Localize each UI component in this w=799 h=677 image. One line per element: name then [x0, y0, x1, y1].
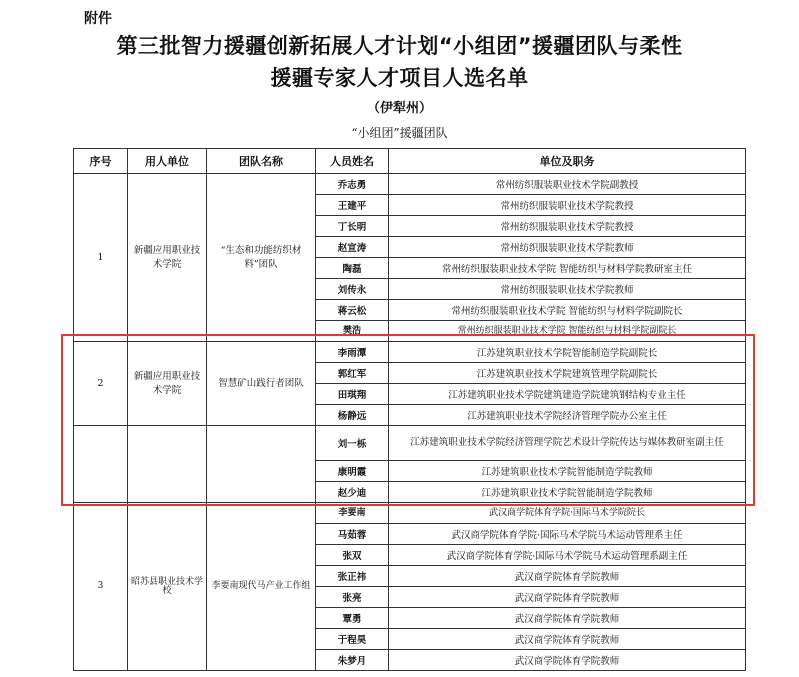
- region-label: （伊犁州）: [366, 101, 432, 116]
- member-name-cell: 张亮: [316, 587, 389, 608]
- column-header-position: 单位及职务: [389, 149, 746, 174]
- member-position-cell: 江苏建筑职业技术学院建筑管理学院副院长: [389, 363, 746, 384]
- talent-roster-table: [73, 148, 746, 671]
- employer-cell: 新疆应用职业技术学院: [128, 342, 207, 426]
- empty-number-cell: [74, 426, 128, 503]
- member-position-cell: 常州纺织服装职业技术学院教师: [389, 279, 746, 300]
- column-header-team: 团队名称: [207, 149, 316, 174]
- table-row: [74, 342, 746, 363]
- member-position-cell: 武汉商学院体育学院教师: [389, 566, 746, 587]
- employer-cell: 新疆应用职业技术学院: [128, 174, 207, 342]
- member-name-cell: 刘一栎: [316, 426, 389, 461]
- column-header-name: 人员姓名: [316, 149, 389, 174]
- group-number-cell: 3: [74, 503, 128, 671]
- empty-team-cell: [207, 426, 316, 503]
- column-header-employer: 用人单位: [128, 149, 207, 174]
- member-name-cell: 张双: [316, 545, 389, 566]
- member-name-cell: 李要南: [316, 503, 389, 524]
- table-subheading: “小组团”援疆团队: [351, 126, 448, 140]
- group-number-cell: 2: [74, 342, 128, 426]
- member-name-cell: 陶磊: [316, 258, 389, 279]
- member-position-cell: 常州纺织服装职业技术学院教师: [389, 237, 746, 258]
- member-name-cell: 于程昊: [316, 629, 389, 650]
- empty-employer-cell: [128, 426, 207, 503]
- attachment-label: 附件: [84, 11, 112, 27]
- document-title-line2: 援疆专家人才项目人选名单: [270, 66, 529, 90]
- member-name-cell: 郭红军: [316, 363, 389, 384]
- team-name-cell: 李要南现代马产业工作组: [207, 503, 316, 671]
- member-name-cell: 田琪翔: [316, 384, 389, 405]
- member-position-cell: 常州纺织服装职业技术学院教授: [389, 216, 746, 237]
- member-name-cell: 乔志勇: [316, 174, 389, 195]
- member-position-cell: 武汉商学院体育学院教师: [389, 587, 746, 608]
- team-name-cell: “生态和功能纺织材料”团队: [207, 174, 316, 342]
- member-position-cell: 江苏建筑职业技术学院经济管理学院办公室主任: [389, 405, 746, 426]
- member-position-cell: 武汉商学院体育学院教师: [389, 629, 746, 650]
- member-name-cell: 杨静远: [316, 405, 389, 426]
- member-position-cell: 武汉商学院体育学院教师: [389, 650, 746, 671]
- member-name-cell: 李雨潭: [316, 342, 389, 363]
- table-row: [74, 426, 746, 461]
- member-position-cell: 常州纺织服装职业技术学院 智能纺织与材料学院副院长: [389, 321, 746, 342]
- member-position-cell: 江苏建筑职业技术学院建筑建造学院建筑钢结构专业主任: [389, 384, 746, 405]
- column-header-no: 序号: [74, 149, 128, 174]
- member-position-cell: 武汉商学院体育学院·国际马术学院马术运动管理系主任: [389, 524, 746, 545]
- member-name-cell: 樊浩: [316, 321, 389, 342]
- member-name-cell: 赵宣涛: [316, 237, 389, 258]
- member-name-cell: 朱梦月: [316, 650, 389, 671]
- group-number-cell: 1: [74, 174, 128, 342]
- member-name-cell: 王建平: [316, 195, 389, 216]
- member-position-cell: 江苏建筑职业技术学院智能制造学院教师: [389, 482, 746, 503]
- member-name-cell: 马茹蓉: [316, 524, 389, 545]
- member-position-cell: 武汉商学院体育学院·国际马术学院院长: [389, 503, 746, 524]
- table-row: [74, 174, 746, 195]
- member-position-cell: 常州纺织服装职业技术学院 智能纺织与材料学院副院长: [389, 300, 746, 321]
- member-position-cell: 常州纺织服装职业技术学院 智能纺织与材料学院教研室主任: [389, 258, 746, 279]
- member-position-cell: 江苏建筑职业技术学院智能制造学院副院长: [389, 342, 746, 363]
- member-position-cell: 武汉商学院体育学院教师: [389, 608, 746, 629]
- member-position-cell: 江苏建筑职业技术学院智能制造学院教师: [389, 461, 746, 482]
- table-row: [74, 503, 746, 524]
- member-name-cell: 刘传永: [316, 279, 389, 300]
- table-header-row: [74, 149, 746, 174]
- employer-cell: 昭苏县职业技术学校: [128, 503, 207, 671]
- member-name-cell: 丁长明: [316, 216, 389, 237]
- document-title-line1: 第三批智力援疆创新拓展人才计划“小组团”援疆团队与柔性: [116, 34, 683, 58]
- member-name-cell: 蒋云松: [316, 300, 389, 321]
- member-name-cell: 张正祎: [316, 566, 389, 587]
- member-name-cell: 覃勇: [316, 608, 389, 629]
- member-position-cell: 常州纺织服装职业技术学院副教授: [389, 174, 746, 195]
- member-position-cell: 江苏建筑职业技术学院经济管理学院艺术设计学院传达与媒体教研室副主任: [389, 426, 746, 461]
- member-name-cell: 康明霞: [316, 461, 389, 482]
- team-name-cell: 智慧矿山践行者团队: [207, 342, 316, 426]
- member-position-cell: 武汉商学院体育学院·国际马术学院马术运动管理系副主任: [389, 545, 746, 566]
- member-position-cell: 常州纺织服装职业技术学院教授: [389, 195, 746, 216]
- member-name-cell: 赵少迪: [316, 482, 389, 503]
